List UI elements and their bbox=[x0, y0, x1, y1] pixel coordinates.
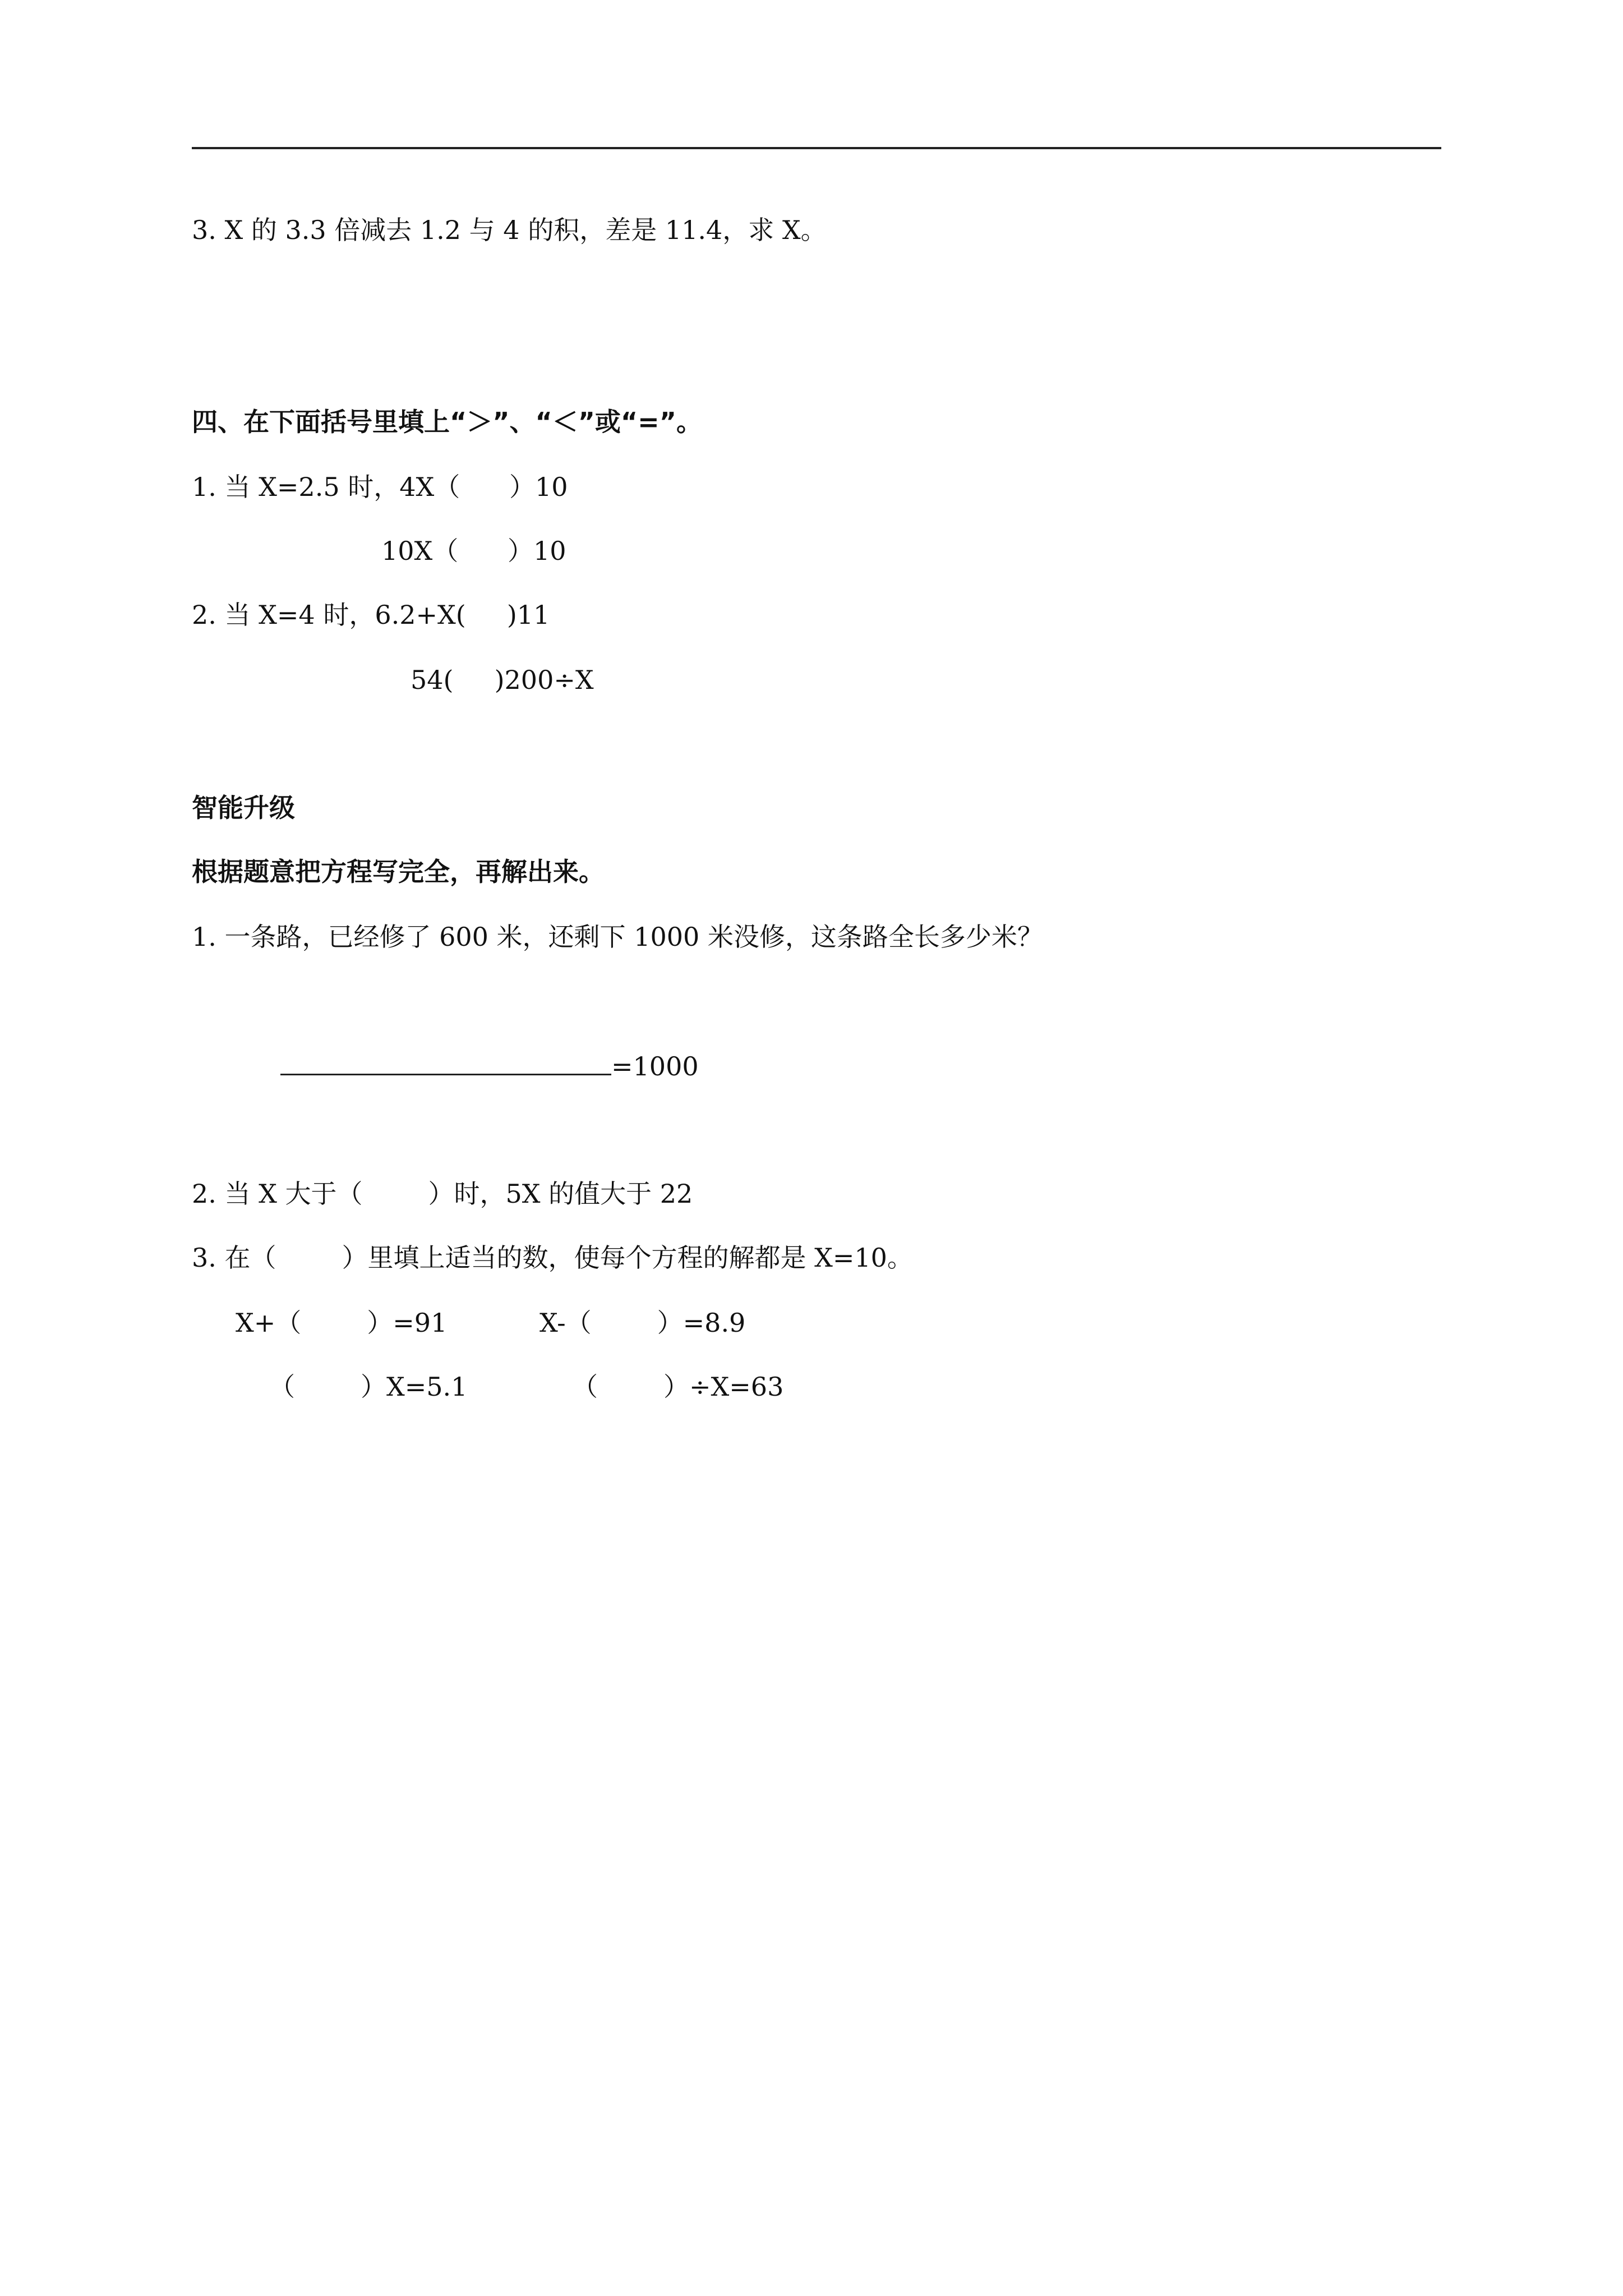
upgrade-item-2: 2. 当 X 大于（ ）时，5X 的值大于 22 bbox=[192, 1179, 693, 1209]
upgrade-instruction: 根据题意把方程写完全，再解出来。 bbox=[192, 857, 605, 887]
equation-suffix: =1000 bbox=[611, 1051, 699, 1082]
header-rule bbox=[192, 147, 1441, 149]
section-4-item-2-sub: 54( )200÷X bbox=[411, 665, 594, 695]
upgrade-heading: 智能升级 bbox=[192, 793, 295, 823]
section-4-heading: 四、在下面括号里填上“＞”、“＜”或“=”。 bbox=[192, 407, 702, 437]
question-3: 3. X 的 3.3 倍减去 1.2 与 4 的积，差是 11.4，求 X。 bbox=[192, 215, 827, 245]
upgrade-item-3: 3. 在（ ）里填上适当的数，使每个方程的解都是 X=10。 bbox=[192, 1243, 913, 1273]
equation-line bbox=[280, 1049, 699, 1083]
section-4-item-1: 1. 当 X=2.5 时，4X（ ）10 bbox=[192, 472, 568, 502]
section-4-item-2: 2. 当 X=4 时，6.2+X( )11 bbox=[192, 600, 550, 630]
answer-blank[interactable] bbox=[280, 1049, 611, 1075]
equation-d: （ ）÷X=63 bbox=[572, 1372, 784, 1402]
upgrade-item-1: 1. 一条路，已经修了 600 米，还剩下 1000 米没修，这条路全长多少米？ bbox=[192, 922, 1043, 952]
equation-c: （ ）X=5.1 bbox=[269, 1372, 468, 1402]
equation-b: X-（ ）=8.9 bbox=[540, 1308, 746, 1338]
equation-a: X+（ ）=91 bbox=[236, 1308, 448, 1338]
section-4-item-1-sub: 10X（ ）10 bbox=[381, 536, 566, 566]
